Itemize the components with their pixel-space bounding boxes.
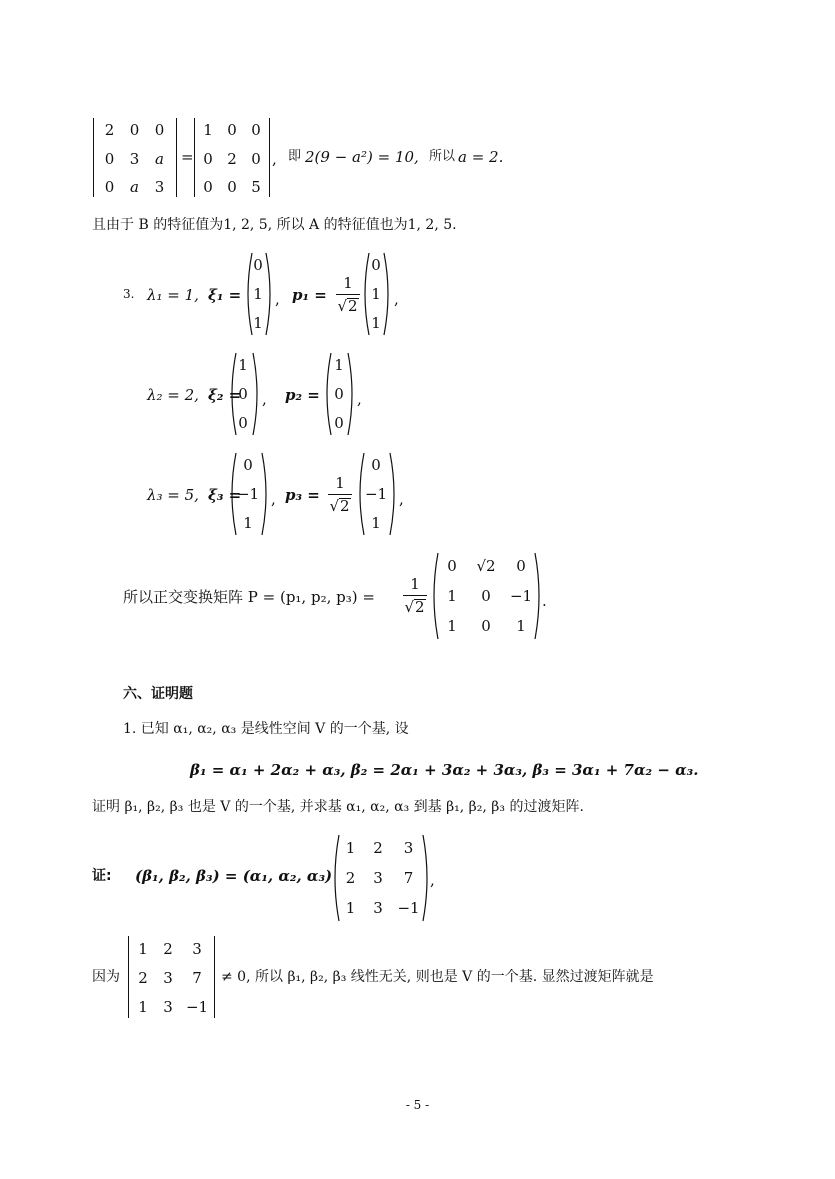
determinant-right: 1 0 0 0 2 0 0 0 5 xyxy=(203,121,261,196)
orthogonal-matrix: 0 √2 0 1 0 −1 1 0 1 xyxy=(447,557,533,635)
eigenvalue-note: 且由于 B 的特征值为1, 2, 5, 所以 A 的特征值也为1, 2, 5. xyxy=(92,217,457,233)
page-number: - 5 - xyxy=(405,1098,430,1112)
problem-definitions: β₁ = α₁ + 2α₂ + α₃, β₂ = 2α₁ + 3α₂ + 3α₃, β₃ = 3α₁ + 7α₂ − α₃. xyxy=(190,761,699,779)
determinant-left: 2 0 0 0 3 a 0 a 3 xyxy=(104,121,165,196)
section-title: 六、证明题 xyxy=(123,686,193,702)
problem-task: 证明 β₁, β₂, β₃ 也是 V 的一个基, 并求基 α₁, α₂, α₃ 到基 β₁, β₂, β₃ 的过渡矩阵. xyxy=(92,799,584,815)
fraction-one-over-sqrt2: 1 √ 2 xyxy=(336,276,360,314)
problem-intro: 1. 已知 α₁, α₂, α₃ 是线性空间 V 的一个基, 设 xyxy=(123,721,409,737)
transition-matrix: 1 2 3 2 3 7 1 3 −1 xyxy=(345,839,420,917)
proof-determinant: 1 2 3 2 3 7 1 3 −1 xyxy=(138,940,209,1016)
